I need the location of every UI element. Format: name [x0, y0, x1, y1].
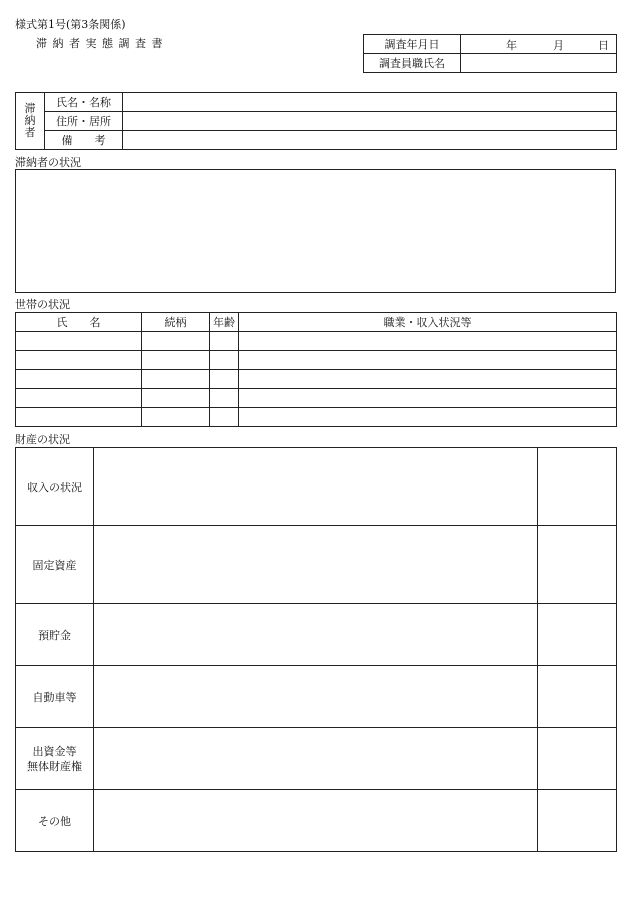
- household-cell[interactable]: [210, 408, 239, 427]
- household-header-name: 氏 名: [16, 313, 142, 332]
- household-header-relation: 続柄: [142, 313, 210, 332]
- asset-amount-savings[interactable]: [538, 604, 617, 666]
- asset-field-income[interactable]: [94, 448, 538, 526]
- asset-amount-investments[interactable]: [538, 728, 617, 790]
- household-cell[interactable]: [239, 351, 617, 370]
- survey-date-field[interactable]: [461, 35, 617, 54]
- asset-amount-vehicles[interactable]: [538, 666, 617, 728]
- survey-date-label: 調査年月日: [364, 35, 461, 54]
- household-cell[interactable]: [239, 389, 617, 408]
- asset-amount-fixed[interactable]: [538, 526, 617, 604]
- asset-field-savings[interactable]: [94, 604, 538, 666]
- asset-label-fixed: 固定資産: [16, 526, 94, 604]
- household-row: [16, 370, 617, 389]
- household-cell[interactable]: [210, 370, 239, 389]
- household-section-label: 世帯の状況: [15, 298, 70, 311]
- asset-field-investments[interactable]: [94, 728, 538, 790]
- form-number: 様式第1号(第3条関係): [15, 18, 126, 31]
- household-cell[interactable]: [142, 389, 210, 408]
- assets-table: [15, 447, 617, 852]
- household-cell[interactable]: [210, 332, 239, 351]
- asset-label-income: 収入の状況: [16, 448, 94, 526]
- form-title: 滞 納 者 実 態 調 査 書: [36, 37, 164, 50]
- month-label: 月: [553, 39, 564, 52]
- status-section-label: 滞納者の状況: [15, 156, 81, 169]
- asset-amount-income[interactable]: [538, 448, 617, 526]
- name-label: 氏名・名称: [45, 93, 123, 112]
- remarks-label: 備 考: [45, 131, 123, 150]
- household-cell[interactable]: [16, 332, 142, 351]
- household-row: [16, 332, 617, 351]
- assets-section-label: 財産の状況: [15, 433, 70, 446]
- asset-field-vehicles[interactable]: [94, 666, 538, 728]
- household-cell[interactable]: [16, 389, 142, 408]
- asset-label-vehicles: 自動車等: [16, 666, 94, 728]
- delinquent-table: [15, 92, 617, 150]
- investigator-label: 調査員職氏名: [364, 54, 461, 73]
- remarks-field[interactable]: [123, 131, 617, 150]
- delinquent-side-label: 滞 納 者: [16, 93, 45, 150]
- household-cell[interactable]: [16, 408, 142, 427]
- household-cell[interactable]: [239, 408, 617, 427]
- name-field[interactable]: [123, 93, 617, 112]
- household-cell[interactable]: [142, 408, 210, 427]
- household-table: [15, 312, 617, 427]
- household-cell[interactable]: [239, 332, 617, 351]
- household-header-age: 年齢: [210, 313, 239, 332]
- status-field[interactable]: [15, 169, 616, 293]
- household-row: [16, 351, 617, 370]
- household-cell[interactable]: [16, 351, 142, 370]
- investigator-field[interactable]: [461, 54, 617, 73]
- asset-label-other: その他: [16, 790, 94, 852]
- asset-label-investments: 出資金等 無体財産権: [16, 728, 94, 790]
- household-header-occupation: 職業・収入状況等: [239, 313, 617, 332]
- household-row: [16, 408, 617, 427]
- asset-label-savings: 預貯金: [16, 604, 94, 666]
- address-field[interactable]: [123, 112, 617, 131]
- asset-amount-other[interactable]: [538, 790, 617, 852]
- household-cell[interactable]: [210, 389, 239, 408]
- asset-field-fixed[interactable]: [94, 526, 538, 604]
- household-cell[interactable]: [210, 351, 239, 370]
- household-cell[interactable]: [142, 351, 210, 370]
- survey-info-table: [363, 34, 617, 73]
- day-label: 日: [598, 39, 609, 52]
- address-label: 住所・居所: [45, 112, 123, 131]
- year-label: 年: [506, 39, 517, 52]
- household-cell[interactable]: [142, 332, 210, 351]
- household-cell[interactable]: [16, 370, 142, 389]
- household-row: [16, 389, 617, 408]
- household-cell[interactable]: [239, 370, 617, 389]
- household-cell[interactable]: [142, 370, 210, 389]
- asset-field-other[interactable]: [94, 790, 538, 852]
